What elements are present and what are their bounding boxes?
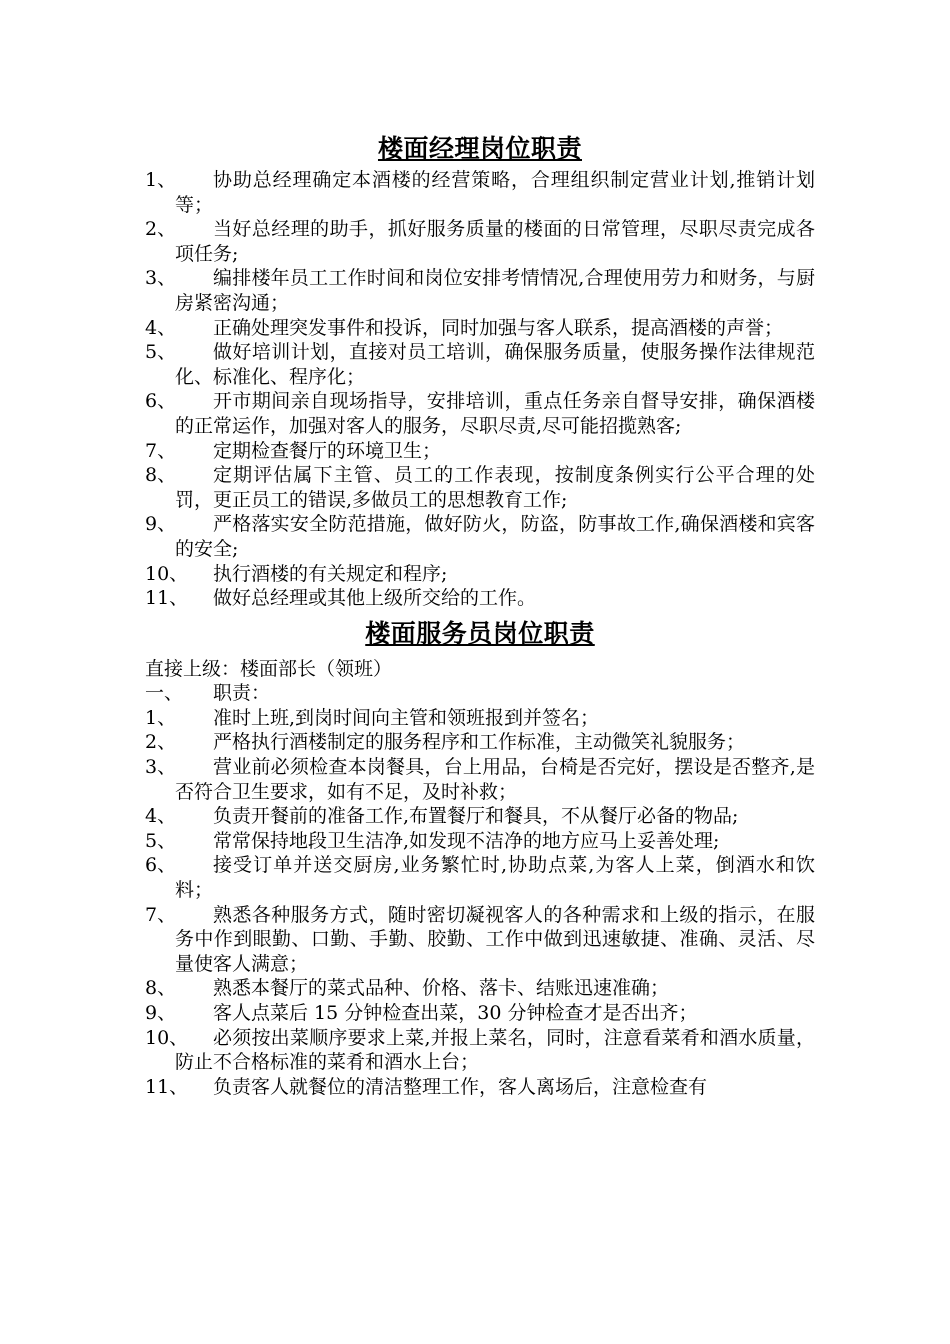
list-item (145, 266, 815, 315)
duty-heading (145, 681, 815, 706)
item-number: 9、 (145, 1002, 177, 1024)
list-item (145, 316, 815, 341)
item-text: 客人点菜后 15 分钟检查出菜，30 分钟检查才是否出齐； (213, 1002, 698, 1024)
item-text: 熟悉本餐厅的菜式品种、价格、落卡、结账迅速准确； (213, 977, 670, 1000)
item-number: 7、 (145, 903, 177, 926)
list-item (145, 804, 815, 829)
item-number: 5、 (145, 341, 177, 364)
item-number: 9、 (145, 513, 177, 536)
item-number: 5、 (145, 829, 177, 852)
item-text: 编排楼年员工工作时间和岗位安排考情情况,合理使用劳力和财务，与厨房紧密沟通； (175, 267, 815, 314)
list-item (145, 976, 815, 1001)
item-number: 1、 (145, 706, 177, 729)
list-item (145, 217, 815, 266)
item-number: 10、 (145, 1026, 189, 1049)
direct-superior: 直接上级：楼面部长（领班） (145, 657, 393, 680)
item-number: 2、 (145, 218, 177, 241)
item-text: 做好总经理或其他上级所交给的工作。 (213, 587, 537, 610)
item-text: 准时上班,到岗时间向主管和领班报到并签名； (213, 706, 600, 729)
item-text: 当好总经理的助手，抓好服务质量的楼面的日常管理，尽职尽责完成各项任务; (175, 218, 815, 265)
section2-list (145, 706, 815, 1100)
item-text: 做好培训计划，直接对员工培训，确保服务质量，使服务操作法律规范化、标准化、程序化； (175, 341, 815, 388)
item-number: 11、 (145, 1075, 189, 1098)
list-item (145, 586, 815, 611)
item-text: 严格落实安全防范措施，做好防火，防盗，防事故工作,确保酒楼和宾客的安全; (175, 513, 815, 560)
section1-title: 楼面经理岗位职责 (377, 134, 582, 163)
item-text: 定期评估属下主管、员工的工作表现，按制度条例实行公平合理的处罚，更正员工的错误,多做员工的思想教育工作; (175, 464, 815, 511)
item-number: 3、 (145, 267, 177, 290)
item-number: 4、 (145, 316, 177, 339)
list-item (145, 168, 815, 217)
item-text: 熟悉各种服务方式，随时密切凝视客人的各种需求和上级的指示，在服务中作到眼勤、口勤、手勤、胶勤、工作中做到迅速敏捷、准确、灵活、尽量使客人满意； (175, 903, 815, 975)
item-number: 6、 (145, 390, 177, 413)
item-text: 接受订单并送交厨房,业务繁忙时,协助点菜,为客人上菜，倒酒水和饮料； (175, 854, 815, 902)
item-text: 负责客人就餐位的清洁整理工作，客人离场后，注意检查有 (213, 1075, 708, 1098)
item-number: 3、 (145, 756, 177, 779)
item-text: 常常保持地段卫生洁净,如发现不洁净的地方应马上妥善处理; (213, 829, 720, 852)
item-text: 开市期间亲自现场指导，安排培训，重点任务亲自督导安排，确保酒楼的正常运作，加强对客人的服务，尽职尽责,尽可能招揽熟客; (175, 390, 815, 437)
list-item (145, 730, 815, 755)
item-text: 正确处理突发事件和投诉，同时加强与客人联系，提高酒楼的声誉； (213, 316, 784, 339)
list-item (145, 439, 815, 464)
list-item (145, 706, 815, 731)
item-text: 负责开餐前的准备工作,布置餐厅和餐具，不从餐厅必备的物品; (213, 805, 739, 828)
item-text: 定期检查餐厅的环境卫生； (213, 439, 442, 462)
item-number: 6、 (145, 854, 177, 877)
item-text: 营业前必须检查本岗餐具，台上用品，台椅是否完好，摆设是否整齐,是否符合卫生要求，如有不足，及时补救； (175, 756, 815, 803)
item-number: 2、 (145, 731, 177, 754)
list-item (145, 853, 815, 902)
item-text: 协助总经理确定本酒楼的经营策略，合理组织制定营业计划,推销计划等； (175, 169, 815, 216)
section2-title: 楼面服务员岗位职责 (365, 618, 595, 648)
list-item (145, 1075, 815, 1100)
list-item (145, 903, 815, 977)
item-text: 执行酒楼的有关规定和程序; (213, 562, 448, 585)
item-number: 4、 (145, 805, 177, 828)
document-page (145, 130, 815, 1099)
list-item (145, 512, 815, 561)
item-number: 11、 (145, 587, 189, 610)
item-number: 7、 (145, 439, 177, 462)
heading-number: 一、 (145, 682, 184, 705)
list-item (145, 1026, 815, 1075)
list-item (145, 340, 815, 389)
heading-text: 职责： (213, 682, 271, 705)
list-item (145, 463, 815, 512)
item-number: 8、 (145, 464, 177, 487)
list-item (145, 1001, 815, 1026)
list-item (145, 755, 815, 804)
item-number: 10、 (145, 562, 189, 585)
item-number: 1、 (145, 169, 177, 191)
item-text: 必须按出菜顺序要求上菜,并报上菜名，同时，注意看菜肴和酒水质量，防止不合格标准的菜肴和酒水上台； (175, 1026, 815, 1074)
list-item (145, 829, 815, 854)
list-item (145, 562, 815, 587)
item-number: 8、 (145, 977, 177, 1000)
section1-list (145, 168, 815, 611)
list-item (145, 389, 815, 438)
item-text: 严格执行酒楼制定的服务程序和工作标准，主动微笑礼貌服务； (213, 731, 746, 754)
